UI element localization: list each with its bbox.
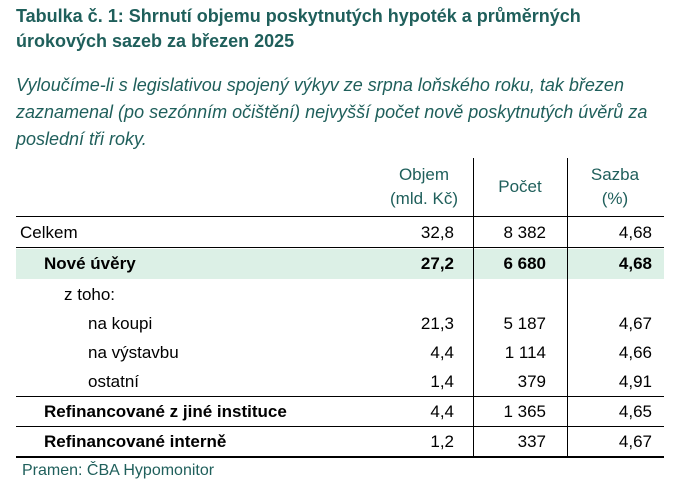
- row-label: na výstavbu: [88, 343, 179, 362]
- cell-pocet: 337: [517, 432, 546, 451]
- row-label: Refinancované z jiné instituce: [44, 402, 287, 421]
- cell-sazba: 4,65: [618, 402, 652, 421]
- cell-pocet: 8 382: [503, 223, 546, 242]
- header-objem-line2: (mld. Kč): [390, 189, 458, 208]
- header-sazba-line1: Sazba: [590, 165, 640, 184]
- header-objem: [372, 163, 476, 211]
- cell-objem: 1,2: [430, 432, 454, 451]
- column-divider-2: [567, 158, 568, 457]
- cell-sazba: 4,68: [618, 223, 652, 242]
- cell-pocet: 6 680: [503, 254, 546, 273]
- cell-pocet: 379: [517, 372, 546, 391]
- header-sazba-line2: (%): [601, 189, 629, 208]
- cell-pocet: 5 187: [503, 314, 546, 333]
- column-divider-1: [473, 158, 474, 457]
- source-note: Pramen: ČBA Hypomonitor: [22, 462, 215, 479]
- cell-objem: 4,4: [430, 343, 454, 362]
- cell-sazba: 4,67: [618, 314, 652, 333]
- cell-sazba: 4,67: [618, 432, 652, 451]
- cell-objem: 32,8: [420, 223, 454, 242]
- row-label: ostatní: [88, 372, 140, 391]
- row-label: Nové úvěry: [44, 254, 136, 273]
- cell-objem: 4,4: [430, 402, 454, 421]
- header-pocet: Počet: [498, 177, 542, 196]
- cell-pocet: 1 114: [504, 343, 546, 362]
- cell-sazba: 4,91: [618, 372, 652, 391]
- cell-pocet: 1 365: [503, 402, 546, 421]
- row-label: na koupi: [88, 314, 153, 333]
- header-sazba: [566, 163, 664, 211]
- row-label: Celkem: [20, 223, 78, 242]
- row-label: z toho:: [64, 285, 116, 304]
- table-subtitle: Vyloučíme-li s legislativou spojený výkyv ze srpna loňského roku, tak březen zaznamenal (po sezónním očištění) nejvyšší počet nově poskytnutých úvěrů za poslední tři roky.: [16, 75, 648, 149]
- cell-objem: 27,2: [420, 254, 454, 273]
- cell-sazba: 4,68: [618, 254, 652, 273]
- row-label: Refinancované interně: [44, 432, 227, 451]
- table-title: Tabulka č. 1: Shrnutí objemu poskytnutých hypoték a průměrných úrokových sazeb za březen 2025: [16, 6, 581, 51]
- cell-sazba: 4,66: [618, 343, 652, 362]
- cell-objem: 1,4: [430, 372, 454, 391]
- cell-objem: 21,3: [420, 314, 454, 333]
- header-objem-line1: Objem: [398, 165, 450, 184]
